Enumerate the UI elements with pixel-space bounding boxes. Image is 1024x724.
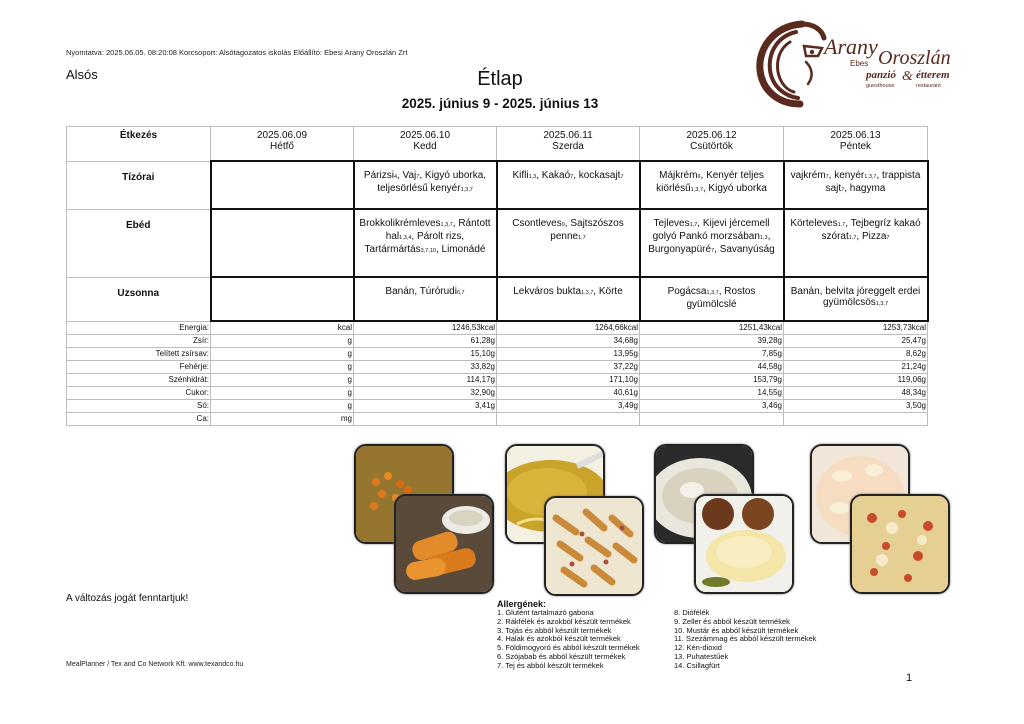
dish-text: , kockasajt <box>573 170 621 181</box>
nutrient-name: Só: <box>67 400 211 413</box>
nutrient-value <box>497 413 640 426</box>
photo-fried-fish <box>394 494 494 594</box>
nutrient-unit: g <box>211 374 354 387</box>
dish-text: , Savanyúság <box>714 244 775 255</box>
nutrient-unit: g <box>211 348 354 361</box>
nutrient-name: Fehérje: <box>67 361 211 374</box>
menu-cell <box>784 277 928 321</box>
nutrient-name: Ca: <box>67 413 211 426</box>
photo-cheese-penne <box>544 496 644 596</box>
menu-cell <box>354 209 497 277</box>
allergen-codes: 7 <box>416 174 420 180</box>
allergen-codes: 1,3,7 <box>864 174 877 180</box>
dish-text: , Sajtszószos penne <box>550 218 624 242</box>
day-name: Péntek <box>839 141 872 152</box>
dish-text: Pogácsa <box>667 286 707 297</box>
logo-script-etterem: étterem <box>916 69 950 81</box>
dish-text: , Rostos gyümölcslé <box>686 286 756 310</box>
allergen-item: 5. Földimogyoró és abból készült termékek <box>497 643 640 653</box>
meal-name: Ebéd <box>67 209 211 277</box>
logo-script-panzio: panzió <box>866 69 896 81</box>
nutrient-row <box>67 413 928 426</box>
day-date: 2025.06.10 <box>399 130 451 141</box>
nutrient-name: Cukor: <box>67 387 211 400</box>
allergen-codes: 1,3 <box>528 174 537 180</box>
menu-table <box>66 126 929 426</box>
dish-text: Brokkolikrémleves <box>359 218 441 229</box>
menu-cell <box>640 161 784 209</box>
age-group-label: Alsós <box>66 67 98 82</box>
day-date: 2025.06.11 <box>543 130 593 141</box>
dish-text: Tejleves <box>653 218 690 229</box>
day-name: Csütörtök <box>690 141 733 152</box>
allergen-codes: 6,7 <box>456 290 465 296</box>
allergen-codes: 7 <box>711 248 715 254</box>
page-title: Étlap <box>477 68 523 90</box>
nutrient-value: 3,46g <box>640 400 784 413</box>
dish-text: Banán, belvita jóreggelt erdei gyümölcsös <box>790 286 921 308</box>
day-header-tue <box>354 127 497 162</box>
nutrient-unit: g <box>211 335 354 348</box>
allergen-item: 4. Halak és azokból készült termékek <box>497 634 621 644</box>
meal-row-tizorai <box>67 161 928 209</box>
logo-sub-restaurant: restaurant <box>916 83 941 89</box>
nutrient-value: 1251,43kcal <box>640 321 784 335</box>
change-notice: A változás jogát fenntartjuk! <box>66 593 189 604</box>
dish-text: , Kijevi jércemell golyó Pankó morzsában <box>652 218 770 242</box>
nutrient-value: 39,28g <box>640 335 784 348</box>
allergen-list-col1 <box>497 609 640 671</box>
nutrient-value: 44,58g <box>640 361 784 374</box>
allergen-codes: 1,7 <box>848 235 857 241</box>
nutrient-value: 13,95g <box>497 348 640 361</box>
menu-cell <box>497 277 640 321</box>
allergen-item: 9. Zeller és abból készült termékek <box>674 616 790 626</box>
page-number: 1 <box>906 672 913 684</box>
nutrient-name: Zsír: <box>67 335 211 348</box>
dish-text: , trappista sajt <box>825 170 921 194</box>
nutrient-row <box>67 361 928 374</box>
allergen-codes: 1,3,7 <box>706 290 719 296</box>
nutrient-value: 1264,66kcal <box>497 321 640 335</box>
dish-text: , hagyma <box>844 183 886 194</box>
pizza-picture-icon <box>852 496 948 592</box>
allergen-codes: 4 <box>393 174 397 180</box>
dish-text: , Rántott hal <box>385 218 491 242</box>
nutrient-unit: kcal <box>211 321 354 335</box>
day-date: 2025.06.13 <box>830 130 881 141</box>
nutrient-value: 171,10g <box>497 374 640 387</box>
day-date: 2025.06.09 <box>256 130 308 141</box>
nutrient-value: 3,49g <box>497 400 640 413</box>
chicken-picture-icon <box>696 496 792 592</box>
nutrient-name: Szénhidrát: <box>67 374 211 387</box>
allergen-codes: 1,3,7 <box>581 290 594 296</box>
allergen-codes: 7 <box>841 187 845 193</box>
nutrient-value: 1253,73kcal <box>784 321 928 335</box>
nutrient-value: 8,62g <box>784 348 928 361</box>
dish-text: , Párolt rizs, Tartármártás <box>364 231 465 255</box>
nutrient-value: 40,61g <box>497 387 640 400</box>
nutrient-value: 119,06g <box>784 374 928 387</box>
dish-text: , Kigyó uborka <box>702 183 767 194</box>
menu-cell <box>640 277 784 321</box>
dish-text: , kenyér <box>828 170 865 181</box>
day-header-row <box>67 127 928 162</box>
dish-text: Csontleves <box>512 218 562 229</box>
nutrient-unit: g <box>211 387 354 400</box>
allergen-item: 2. Rákfélék és azokból készült termékek <box>497 616 631 626</box>
nutrient-unit: g <box>211 361 354 374</box>
nutrient-row <box>67 374 928 387</box>
dish-text: , Burgonyapüré <box>648 231 771 255</box>
menu-cell <box>354 161 497 209</box>
nutrient-name: Energia: <box>67 321 211 335</box>
nutrient-unit: g <box>211 400 354 413</box>
allergen-item: 10. Mustár és abból készült termékek <box>674 625 799 635</box>
logo-word-oroszlan: Oroszlán <box>878 47 951 69</box>
print-info: Nyomtatva: 2025.06.05. 08:20:08 Korcsoport: Alsótagozatos iskolás Előállító: Ebesi Arany Oroszlán Zrt <box>66 48 408 57</box>
allergen-item: 14. Csillagfürt <box>674 660 720 670</box>
menu-cell <box>784 209 928 277</box>
day-header-fri <box>784 127 928 162</box>
nutrient-value: 15,10g <box>354 348 497 361</box>
logo-place: Ebes <box>850 59 869 68</box>
allergen-item: 6. Szójabab és abból készült termékek <box>497 651 626 661</box>
allergen-codes: 1,3,7 <box>460 187 473 193</box>
day-date: 2025.06.12 <box>686 130 737 141</box>
nutrient-value: 37,22g <box>497 361 640 374</box>
menu-cell <box>211 161 354 209</box>
menu-cell <box>497 161 640 209</box>
logo-amp: & <box>902 69 913 84</box>
nutrient-value: 48,34g <box>784 387 928 400</box>
date-range: 2025. június 9 - 2025. június 13 <box>401 96 599 111</box>
meal-name: Uzsonna <box>67 277 211 321</box>
nutrient-value <box>354 413 497 426</box>
allergen-codes: 9 <box>561 222 565 228</box>
nutrient-value: 14,55g <box>640 387 784 400</box>
penne-picture-icon <box>546 498 642 594</box>
day-header-thu <box>640 127 784 162</box>
day-name: Szerda <box>552 141 584 152</box>
dish-text: Lekváros bukta <box>513 286 582 297</box>
nutrient-value: 32,90g <box>354 387 497 400</box>
allergen-codes: 1,7 <box>578 235 586 241</box>
day-name: Kedd <box>413 141 437 152</box>
allergen-codes: 1,7 <box>689 222 698 228</box>
meal-row-ebed <box>67 209 928 277</box>
nutrient-row <box>67 335 928 348</box>
nutrient-row <box>67 400 928 413</box>
nutrient-value: 61,28g <box>354 335 497 348</box>
nutrient-value: 153,79g <box>640 374 784 387</box>
allergen-item: 8. Diófélék <box>674 608 710 617</box>
dish-text: , Kenyér teljes kiörlésű <box>656 170 764 194</box>
allergen-codes: 6 <box>697 174 701 180</box>
day-name: Hétfő <box>270 141 294 152</box>
allergen-codes: 3,7,10 <box>420 248 436 254</box>
photo-chicken-balls-mash <box>694 494 794 594</box>
nutrient-value: 3,41g <box>354 400 497 413</box>
meal-column-header: Étkezés <box>67 127 211 162</box>
menu-cell <box>211 209 354 277</box>
nutrient-row <box>67 348 928 361</box>
nutrient-row <box>67 387 928 400</box>
menu-cell <box>640 209 784 277</box>
allergen-item: 7. Tej és abból készült termékek <box>497 660 604 670</box>
allergen-item: 3. Tojás és abból készült termékek <box>497 625 612 635</box>
dish-text: vajkrém <box>790 170 826 181</box>
dish-text: , Vaj <box>397 170 417 181</box>
allergen-codes: 1,3,7 <box>875 301 889 307</box>
allergen-item: 11. Szezámmag és abból készült termékek <box>674 634 817 644</box>
nutrient-unit: mg <box>211 413 354 426</box>
dish-text: Kifli <box>512 170 529 181</box>
logo-sub-guesthouse: guesthouse <box>866 83 895 89</box>
day-header-mon <box>211 127 354 162</box>
nutrient-value: 3,50g <box>784 400 928 413</box>
dish-text: , Kakaó <box>536 170 571 181</box>
allergen-list-col2 <box>674 609 816 671</box>
menu-cell <box>497 209 640 277</box>
allergen-codes: 7 <box>825 174 829 180</box>
nutrient-value: 34,68g <box>497 335 640 348</box>
menu-cell <box>784 161 928 209</box>
dish-text: Májkrém <box>659 170 698 181</box>
dish-text: Banán, Túrórudi <box>385 286 457 297</box>
fish-picture-icon <box>396 496 492 592</box>
dish-text: , Kigyó uborka, teljesörlésű kenyér <box>377 170 487 194</box>
allergen-codes: 1,7 <box>837 222 846 228</box>
dish-text: Párizsi <box>363 170 394 181</box>
allergens-title: Allergének: <box>497 599 547 609</box>
nutrient-value: 33,82g <box>354 361 497 374</box>
menu-cell <box>354 277 497 321</box>
nutrient-value <box>784 413 928 426</box>
dish-text: , Pizza <box>856 231 887 242</box>
arany-oroszlan-logo <box>752 16 988 110</box>
allergen-codes: 7 <box>886 235 890 241</box>
meal-row-uzsonna <box>67 277 928 321</box>
nutrient-value: 25,47g <box>784 335 928 348</box>
logo-word-arany: Arany <box>824 34 878 59</box>
footer-credit: MealPlanner / Tex and Co Network Kft. www.texandco.hu <box>66 661 244 668</box>
nutrient-row <box>67 321 928 335</box>
nutrient-value: 21,24g <box>784 361 928 374</box>
allergen-item: 12. Kén-dioxid <box>674 643 722 653</box>
dish-text: , Tejbegríz kakaó szórat <box>821 218 921 242</box>
nutrient-value: 114,17g <box>354 374 497 387</box>
nutrient-name: Telített zsírsav: <box>67 348 211 361</box>
day-header-wed <box>497 127 640 162</box>
meal-name: Tízórai <box>67 161 211 209</box>
allergen-codes: 7 <box>620 174 624 180</box>
dish-text: Körteleves <box>790 218 838 229</box>
menu-cell <box>211 277 354 321</box>
allergen-item: 1. Glutént tartalmazó gabona <box>497 608 594 617</box>
allergen-codes: 1,3,7 <box>440 222 453 228</box>
allergen-codes: 1,3 <box>759 235 768 241</box>
nutrient-value: 1246,53kcal <box>354 321 497 335</box>
dish-text: , Limonádé <box>435 244 486 255</box>
allergen-codes: 1,3,4 <box>399 235 412 241</box>
photo-pizza <box>850 494 950 594</box>
nutrient-value: 7,85g <box>640 348 784 361</box>
allergen-item: 13. Puhatestűek <box>674 651 729 661</box>
dish-text: , Körte <box>593 286 623 297</box>
allergen-codes: 1,3,7 <box>690 187 703 193</box>
allergen-codes: 7 <box>570 174 574 180</box>
nutrient-value <box>640 413 784 426</box>
